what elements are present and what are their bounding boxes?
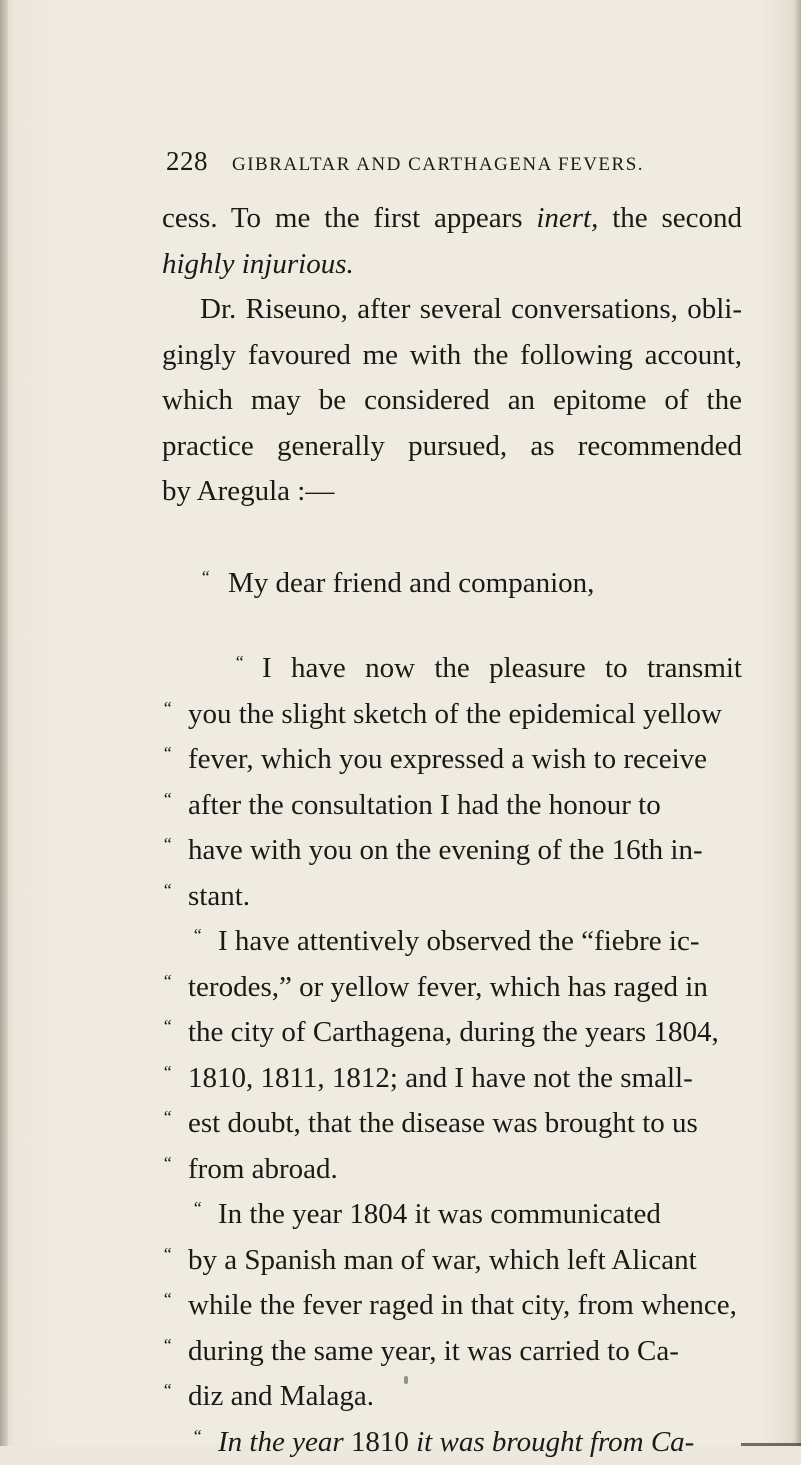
text-line: cess. To me the first appears inert, the second xyxy=(162,196,742,242)
text-line: “ have with you on the evening of the 16th in- xyxy=(162,828,742,874)
text-line: “ In the year 1804 it was communicated xyxy=(162,1192,742,1238)
text-line: “ after the consultation I had the honour to xyxy=(162,783,742,829)
body-text xyxy=(162,196,742,1465)
text-line: practice generally pursued, as recommended xyxy=(162,424,742,470)
text-line: by Aregula :— xyxy=(162,469,742,515)
text-line: “ the city of Carthagena, during the years 1804, xyxy=(162,1010,742,1056)
text-line: which may be considered an epitome of the xyxy=(162,378,742,424)
text-line: “ during the same year, it was carried to Ca- xyxy=(162,1329,742,1375)
page-left-edge xyxy=(0,0,8,1446)
page-right-edge xyxy=(795,0,801,1446)
page-corner-shadow xyxy=(741,1413,801,1446)
text-line: “ terodes,” or yellow fever, which has raged in xyxy=(162,965,742,1011)
text-line: “ from abroad. xyxy=(162,1147,742,1193)
text-line: “ I have attentively observed the “fiebre ic- xyxy=(162,919,742,965)
page-header xyxy=(166,146,726,180)
text-line: “ you the slight sketch of the epidemical yellow xyxy=(162,692,742,738)
emphasis-highly-injurious: highly injurious. xyxy=(162,248,354,280)
text-line: “ by a Spanish man of war, which left Alicant xyxy=(162,1238,742,1284)
page-number: 228 xyxy=(166,146,208,176)
text-line: “ est doubt, that the disease was brought to us xyxy=(162,1101,742,1147)
text-line xyxy=(162,242,742,288)
emphasis-inert: inert, xyxy=(536,202,598,234)
text-line: “ while the fever raged in that city, from whence, xyxy=(162,1283,742,1329)
spacer xyxy=(162,606,742,646)
text-line: gingly favoured me with the following account, xyxy=(162,333,742,379)
text-line: “ In the year 1810 it was brought from Ca- xyxy=(162,1420,742,1465)
text-line: “ stant. xyxy=(162,874,742,920)
salutation: “ My dear friend and companion, xyxy=(162,561,742,607)
spacer xyxy=(162,515,742,561)
text-line: “ I have now the pleasure to transmit xyxy=(162,646,742,692)
text-line: “ diz and Malaga. xyxy=(162,1374,742,1420)
text-line: “ 1810, 1811, 1812; and I have not the small- xyxy=(162,1056,742,1102)
text-line: “ fever, which you expressed a wish to receive xyxy=(162,737,742,783)
text-line: Dr. Riseuno, after several conversations, obli- xyxy=(162,287,742,333)
ink-speck xyxy=(404,1376,408,1384)
running-head: GIBRALTAR AND CARTHAGENA FEVERS. xyxy=(232,154,644,175)
